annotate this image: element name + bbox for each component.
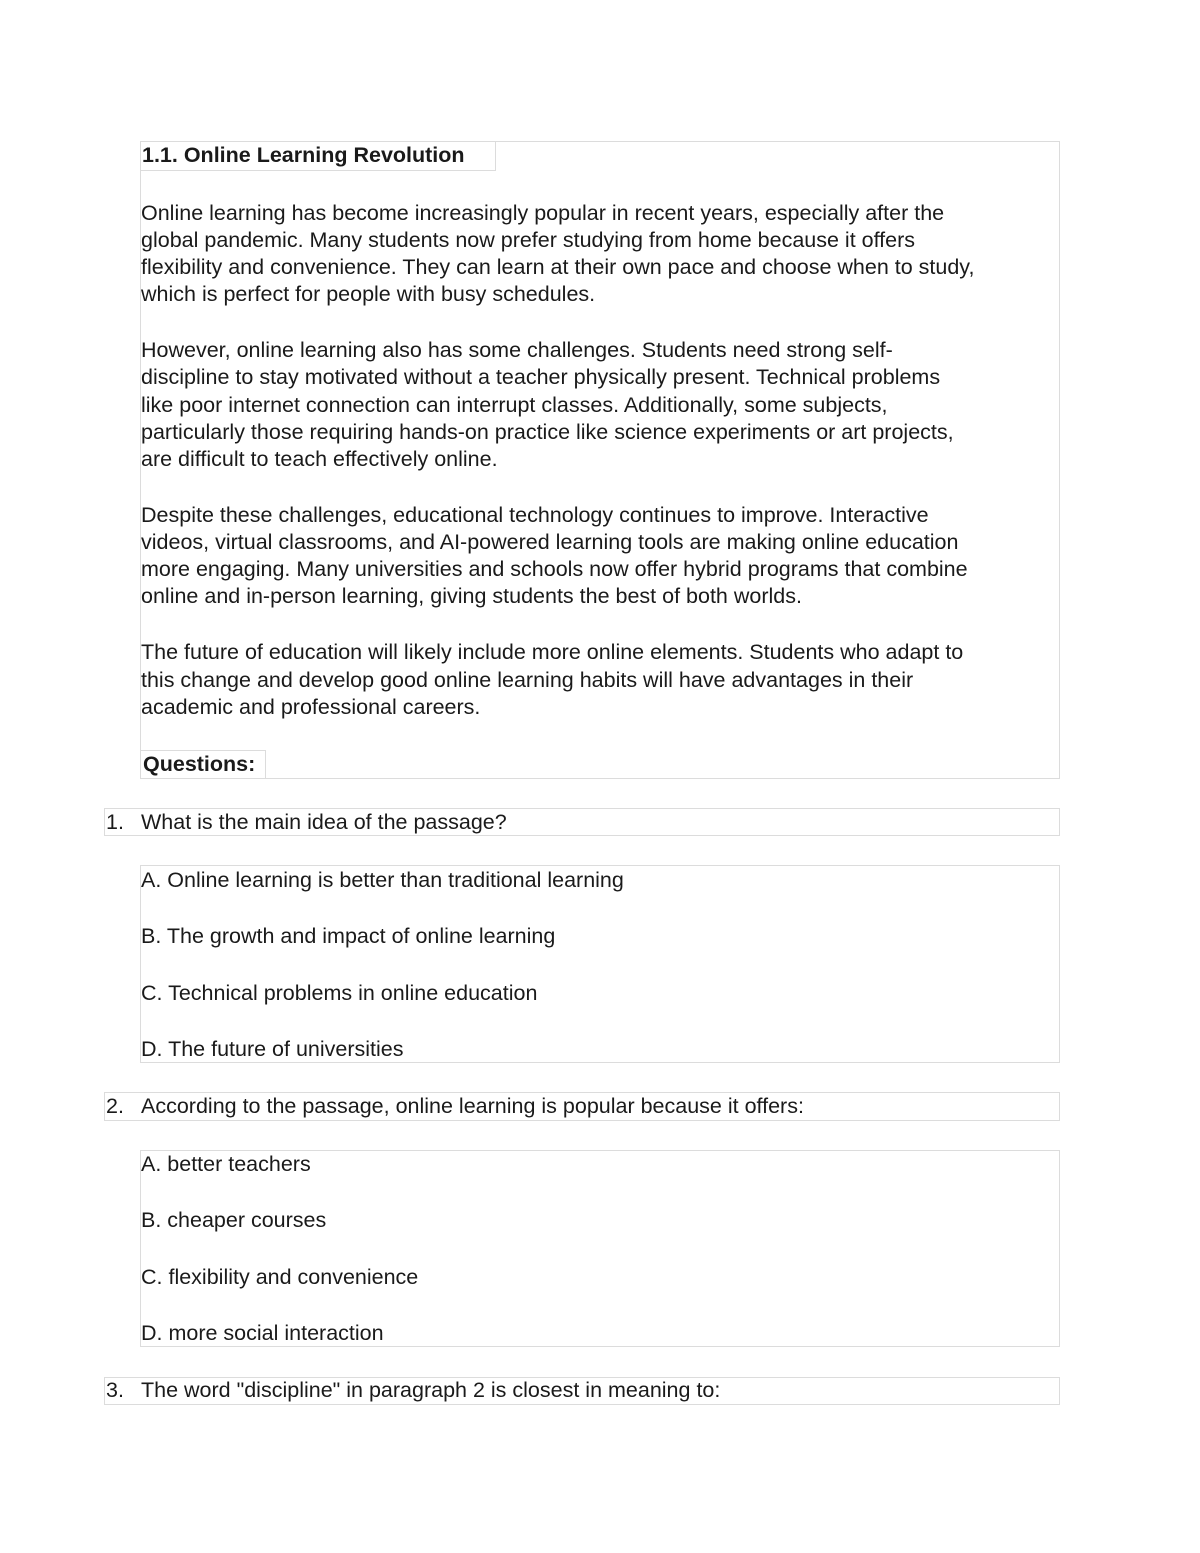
paragraph-2-line-4: particularly those requiring hands-on practice like science experiments or art projects, [141,420,954,444]
paragraph-1-line-4: which is perfect for people with busy schedules. [141,282,596,306]
paragraph-4-line-2: this change and develop good online learning habits will have advantages in their [141,668,914,692]
paragraph-2-line-5: are difficult to teach effectively online. [141,447,498,471]
passage-title: 1.1. Online Learning Revolution [142,143,465,167]
question-1-option-d[interactable]: D. The future of universities [141,1037,404,1061]
question-1-option-b[interactable]: B. The growth and impact of online learning [141,924,556,948]
paragraph-2-line-2: discipline to stay motivated without a teacher physically present. Technical problems [141,365,941,389]
question-2-option-a[interactable]: A. better teachers [141,1152,311,1176]
question-1-option-a[interactable]: A. Online learning is better than traditional learning [141,868,624,892]
paragraph-3-line-3: more engaging. Many universities and schools now offer hybrid programs that combine [141,557,968,581]
question-2-option-b[interactable]: B. cheaper courses [141,1208,327,1232]
question-1-option-c[interactable]: C. Technical problems in online education [141,981,538,1005]
question-2-option-c[interactable]: C. flexibility and convenience [141,1265,419,1289]
paragraph-4-line-3: academic and professional careers. [141,695,481,719]
paragraph-4-line-1: The future of education will likely include more online elements. Students who adapt to [141,640,964,664]
paragraph-2-line-3: like poor internet connection can interrupt classes. Additionally, some subjects, [141,393,888,417]
paragraph-2-line-1: However, online learning also has some challenges. Students need strong self- [141,338,893,362]
question-1-options-box [140,865,1060,1063]
paragraph-1-line-3: flexibility and convenience. They can learn at their own pace and choose when to study, [141,255,975,279]
paragraph-1-line-2: global pandemic. Many students now prefer studying from home because it offers [141,228,916,252]
paragraph-3-line-2: videos, virtual classrooms, and AI-powered learning tools are making online education [141,530,959,554]
paragraph-3-line-1: Despite these challenges, educational technology continues to improve. Interactive [141,503,929,527]
question-2-options-box [140,1150,1060,1347]
question-2-text: According to the passage, online learning is popular because it offers: [141,1094,804,1118]
question-1-text: What is the main idea of the passage? [141,810,507,834]
paragraph-3-line-4: online and in-person learning, giving students the best of both worlds. [141,584,802,608]
question-3-text: The word "discipline" in paragraph 2 is closest in meaning to: [141,1378,721,1402]
question-2-option-d[interactable]: D. more social interaction [141,1321,384,1345]
question-2-number: 2. [106,1094,124,1118]
question-1-number: 1. [106,810,124,834]
question-3-number: 3. [106,1378,124,1402]
paragraph-1-line-1: Online learning has become increasingly popular in recent years, especially after the [141,201,945,225]
questions-heading: Questions: [143,752,256,776]
